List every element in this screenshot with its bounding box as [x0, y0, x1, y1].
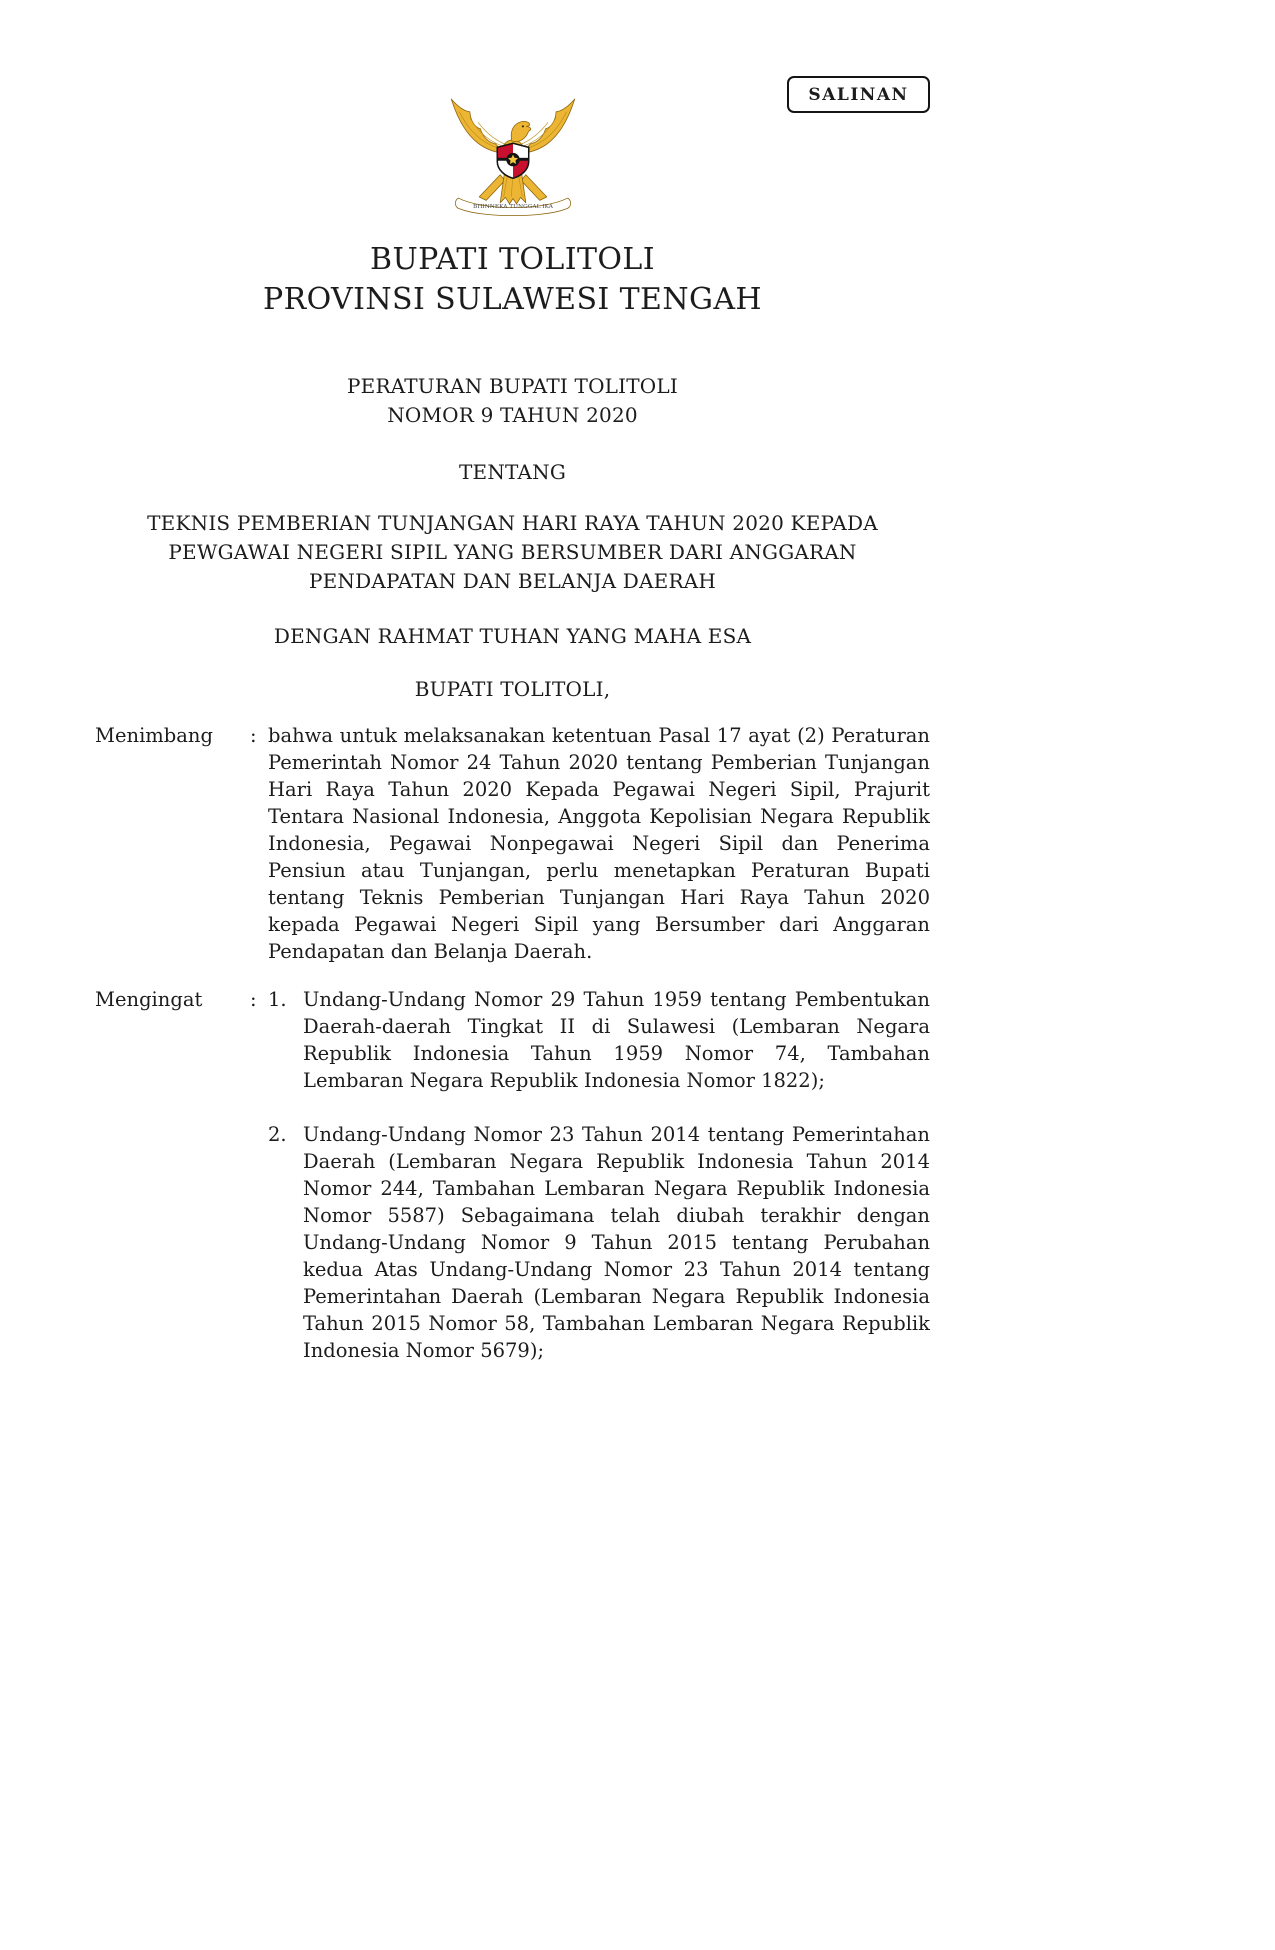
menimbang-colon: : — [250, 724, 257, 747]
regulation-number: NOMOR 9 TAHUN 2020 — [387, 403, 638, 427]
invocation-line: DENGAN RAHMAT TUHAN YANG MAHA ESA — [273, 624, 752, 648]
mengingat-colon: : — [250, 988, 257, 1011]
letterhead — [95, 240, 930, 320]
subject-line-1: TEKNIS PEMBERIAN TUNJANGAN HARI RAYA TAHUN 2020 KEPADA — [147, 511, 878, 535]
legal-basis-item — [268, 1121, 930, 1364]
menimbang-label: Menimbang — [95, 724, 213, 747]
menimbang-clause — [95, 722, 930, 965]
menimbang-text: bahwa untuk melaksanakan ketentuan Pasal 17 ayat (2) Peraturan Pemerintah Nomor 24 Tahun 2020 tentang Pemberian Tunjangan Hari Raya Tahun 2020 Kepada Pegawai Negeri Sipil, Prajurit Tentara Nasional Indonesia, Anggota Kepolisian Negara Republik Indonesia, Pegawai Nonpegawai Negeri Sipil dan Penerima Pensiun atau Tunjangan, perlu menetapkan Peraturan Bupati tentang Teknis Pemberian Tunjangan Hari Raya Tahun 2020 kepada Pegawai Negeri Sipil yang Bersumber dari Anggaran Pendapatan dan Belanja Daerah. — [268, 724, 930, 963]
document-content — [95, 0, 930, 1364]
emblem-motto-text: BHINNEKA TUNGGAL IKA — [472, 203, 553, 210]
regulation-title: PERATURAN BUPATI TOLITOLI — [347, 374, 678, 398]
mengingat-label: Mengingat — [95, 988, 203, 1011]
legal-item-text: Undang-Undang Nomor 23 Tahun 2014 tentang Pemerintahan Daerah (Lembaran Negara Republik Indonesia Tahun 2014 Nomor 244, Tambahan Lembaran Negara Republik Indonesia Nomor 5587) Sebagaimana telah diubah terakhir dengan Undang-Undang Nomor 9 Tahun 2015 tentang Perubahan kedua Atas Undang-Undang Nomor 23 Tahun 2014 tentang Pemerintahan Daerah (Lembaran Negara Republik Indonesia Tahun 2015 Nomor 58, Tambahan Lembaran Negara Republik Indonesia Nomor 5679); — [303, 1123, 930, 1362]
legal-item-text: Undang-Undang Nomor 29 Tahun 1959 tentang Pembentukan Daerah-daerah Tingkat II di Sulawesi (Lembaran Negara Republik Indonesia Tahun 1959 Nomor 74, Tambahan Lembaran Negara Republik Indonesia Nomor 1822); — [303, 988, 930, 1092]
garuda-emblem-graphic — [443, 92, 583, 226]
regulation-heading — [95, 372, 930, 430]
tentang-label: TENTANG — [458, 460, 566, 484]
subject-line-2: PEWGAWAI NEGERI SIPIL YANG BERSUMBER DARI ANGGARAN — [168, 540, 857, 564]
letterhead-provinsi: PROVINSI SULAWESI TENGAH — [263, 282, 762, 317]
letterhead-bupati: BUPATI TOLITOLI — [370, 242, 655, 277]
legal-item-number: 1. — [268, 988, 287, 1011]
legal-basis-item — [268, 986, 930, 1094]
subject-line-3: PENDAPATAN DAN BELANJA DAERAH — [308, 569, 717, 593]
authority-line: BUPATI TOLITOLI, — [414, 677, 611, 701]
mengingat-clause — [95, 986, 930, 1364]
garuda-pancasila-emblem — [443, 92, 583, 230]
salinan-stamp-label: SALINAN — [808, 84, 909, 105]
legal-item-number: 2. — [268, 1123, 287, 1146]
mengingat-list — [268, 986, 930, 1364]
regulation-subject — [95, 509, 930, 596]
